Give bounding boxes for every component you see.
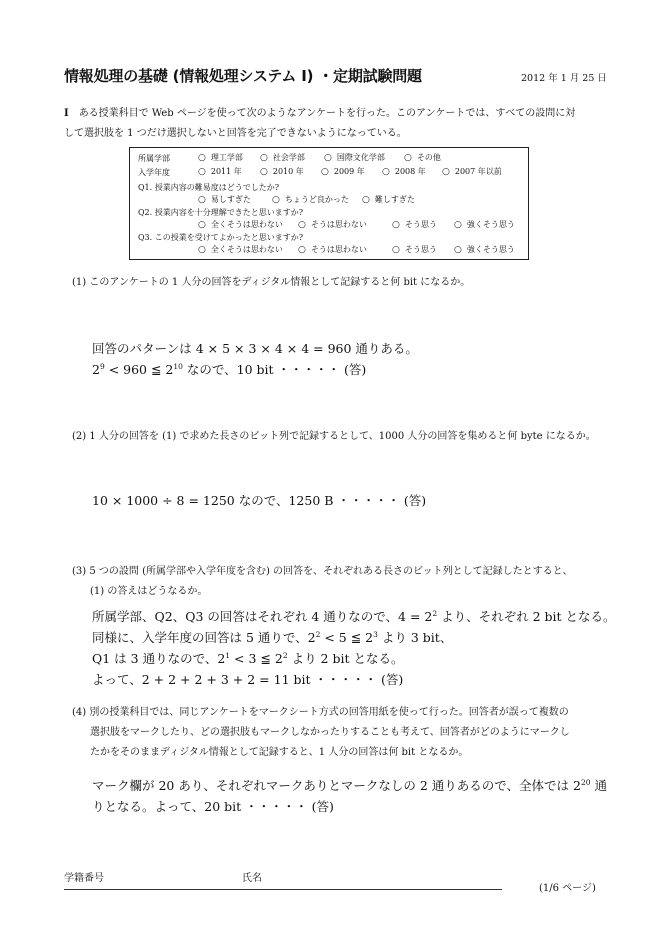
- q2-option: ○ 全くそうは思わない: [198, 219, 283, 230]
- question-line: (1) の答えはどうなるか。: [90, 586, 208, 597]
- question-line: (4) 別の授業科目では、同じアンケートをマークシート方式の回答用紙を使って行った。回答者が誤って複数の: [72, 707, 569, 718]
- faculty-option: ○ 理工学部: [198, 152, 243, 163]
- q2-option: ○ そう思う: [392, 219, 437, 230]
- q3-option: ○ 強くそう思う: [454, 244, 515, 255]
- question-1: (1) このアンケートの 1 人分の回答をディジタル情報として記録すると何 bit になるか。: [72, 277, 471, 288]
- page-title: 情報処理の基礎 (情報処理システム I) ・定期試験問題: [64, 67, 422, 85]
- q2-option: ○ そうは思わない: [298, 219, 367, 230]
- faculty-option: ○ その他: [404, 152, 441, 163]
- q3-option: ○ そう思う: [392, 244, 437, 255]
- answer-line: マーク欄が 20 あり、それぞれマークありとマークなしの 2 通りあるので、全体では $2^{20}$ 通: [92, 777, 607, 793]
- intro-line: して選択肢を 1 つだけ選択しないと回答を完了できないようになっている。: [64, 128, 407, 139]
- exam-date: 2012 年 1 月 25 日: [521, 73, 607, 84]
- q1-option: ○ 難しすぎた: [362, 194, 415, 205]
- survey-question: Q2. 授業内容を十分理解できたと思いますか?: [138, 208, 304, 217]
- answer-line: りとなる。よって、20 bit ・・・・・ (答): [92, 799, 334, 814]
- q2-option: ○ 強くそう思う: [454, 219, 515, 230]
- year-option: ○ 2010 年: [260, 166, 304, 177]
- year-option: ○ 2011 年: [198, 166, 242, 177]
- q1-option: ○ 易しすぎた: [198, 194, 251, 205]
- answer-line: 同様に、入学年度の回答は 5 通りで、$2^2 < 5$ ≦ $2^3$ より 3 bit、: [92, 629, 453, 645]
- year-label: 入学年度: [138, 168, 170, 177]
- answer-line: $2^9 < 960$ ≦ $2^{10}$ なので、10 bit ・・・・・ (答): [92, 361, 367, 377]
- q3-option: ○ 全くそうは思わない: [198, 244, 283, 255]
- year-option: ○ 2009 年: [321, 166, 365, 177]
- student-id-label: 学籍番号: [64, 873, 104, 884]
- answer-line: 回答のパターンは 4 × 5 × 3 × 4 × 4 = 960 通りある。: [92, 341, 418, 356]
- answer-line: Q1 は 3 通りなので、$2^1 < 3$ ≦ $2^2$ より 2 bit となる。: [92, 650, 404, 666]
- question-3: [72, 562, 573, 602]
- intro-text: [64, 104, 604, 144]
- faculty-label: 所属学部: [138, 154, 170, 163]
- answer-4: [92, 775, 607, 817]
- year-option: ○ 2008 年: [382, 166, 426, 177]
- survey-box: [129, 147, 529, 260]
- year-option: ○ 2007 年以前: [442, 166, 502, 177]
- question-line: (3) 5 つの設問 (所属学部や入学年度を含む) の回答を、それぞれある長さのビット列として記録したとすると、: [72, 566, 573, 577]
- faculty-option: ○ 社会学部: [260, 152, 305, 163]
- answer-line: 所属学部、Q2、Q3 の回答はそれぞれ 4 通りなので、$4 = 2^2$ より、それぞれ 2 bit となる。: [92, 608, 616, 624]
- question-4: [72, 703, 570, 763]
- intro-line: ある授業科目で Web ページを使って次のようなアンケートを行った。このアンケートでは、すべての設問に対: [78, 108, 576, 119]
- answer-1: [92, 338, 418, 380]
- question-line: たかをそのままディジタル情報として記録すると、1 人分の回答は何 bit となるか。: [90, 747, 469, 758]
- survey-question: Q1. 授業内容の難易度はどうでしたか?: [138, 183, 280, 192]
- faculty-option: ○ 国際文化学部: [324, 152, 385, 163]
- question-2: (2) 1 人分の回答を (1) で求めた長さのビット列で記録するとして、1000 人分の回答を集めると何 byte になるか。: [72, 431, 596, 442]
- q1-option: ○ ちょうど良かった: [272, 194, 349, 205]
- survey-question: Q3. この授業を受けてよかったと思いますか?: [138, 233, 304, 242]
- q3-option: ○ そうは思わない: [298, 244, 367, 255]
- answer-line: 10 × 1000 ÷ 8 = 1250 なので、1250 B ・・・・・ (答): [92, 493, 427, 508]
- footer-divider: [64, 889, 502, 890]
- question-line: 選択肢をマークしたり、どの選択肢もマークしなかったりすることも考えて、回答者がどのようにマークし: [90, 727, 570, 738]
- section-number: I: [64, 108, 69, 119]
- answer-2: [92, 490, 426, 511]
- name-label: 氏名: [242, 873, 262, 884]
- answer-line: よって、2 + 2 + 2 + 3 + 2 = 11 bit ・・・・・ (答): [92, 672, 404, 687]
- answer-3: [92, 606, 616, 690]
- page-number: (1/6 ページ): [539, 883, 596, 894]
